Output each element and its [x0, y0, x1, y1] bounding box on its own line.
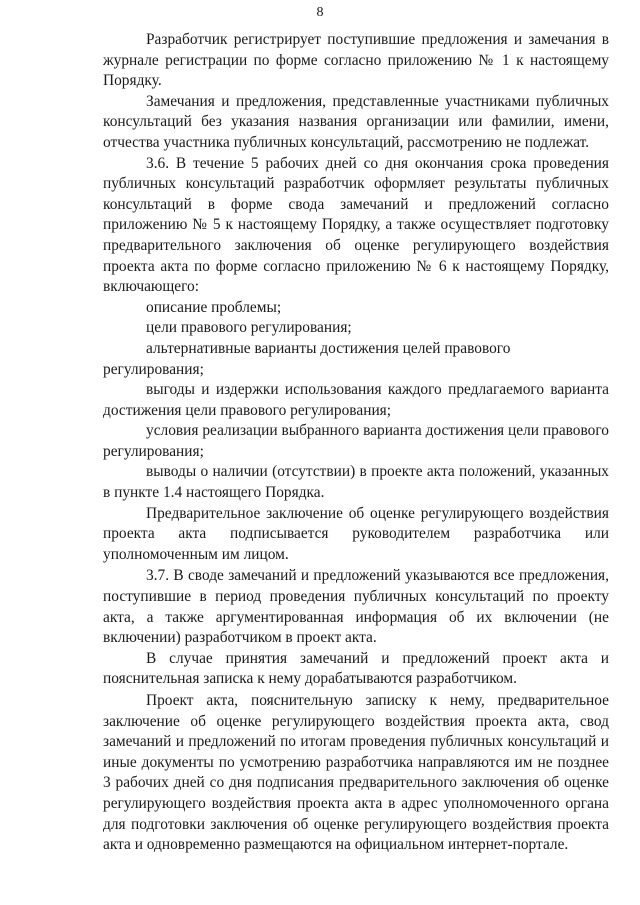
paragraph-clause-3-6: 3.6. В течение 5 рабочих дней со дня окончания срока проведения публичных консультаций разработчик оформляет результаты публичных консультаций в форме свода замечаний и предложений согласно приложению № 5 к настоящему Порядку, а также осуществляет подготовку предварительного заключения об оценке регулирующего воздействия проекта акта по форме согласно приложению № 6 к настоящему Порядку, включающего:	[103, 154, 609, 296]
list-item-problem: описание проблемы;	[146, 298, 282, 316]
paragraph-anonymous-remarks: Замечания и предложения, представленные участниками публичных консультаций без указания названия организации или фамилии, имени, отчества участника публичных консультаций, рассмотрению не подлежат.	[103, 92, 609, 151]
list-item-goals: цели правового регулирования;	[146, 319, 352, 337]
list-item-conclusions: выводы о наличии (отсутствии) в проекте акта положений, указанных в пункте 1.4 настоящего Порядка.	[103, 463, 609, 502]
list-item-alternatives: альтернативные варианты достижения целей правового регулирования;	[103, 339, 511, 378]
paragraph-acceptance: В случае принятия замечаний и предложений проект акта и пояснительная записка к нему дорабатываются разработчиком.	[103, 649, 609, 688]
document-body	[103, 30, 609, 856]
paragraph-clause-3-7: 3.7. В своде замечаний и предложений указываются все предложения, поступившие в период проведения публичных консультаций по проекту акта, а также аргументированная информация об их включении (не включении) разработчиком в проект акта.	[103, 567, 609, 647]
paragraph-submission: Проект акта, пояснительную записку к нему, предварительное заключение об оценке регулирующего воздействия проекта акта, свод замечаний и предложений по итогам проведения публичных консультаций и иные документы по усмотрению разработчика направляются им не позднее 3 рабочих дней со дня подписания предварительного заключения об оценке регулирующего воздействия проекта акта в адрес уполномоченного органа для подготовки заключения об оценке регулирующего воздействия проекта акта и одновременно размещаются на официальном интернет-портале.	[103, 692, 609, 854]
list-item-benefits-costs: выгоды и издержки использования каждого предлагаемого варианта достижения цели правового регулирования;	[103, 381, 609, 419]
page-number: 8	[316, 5, 324, 20]
paragraph-preliminary-conclusion: Предварительное заключение об оценке регулирующего воздействия проекта акта подписывается руководителем разработчика или уполномоченным им лицом.	[103, 504, 609, 563]
list-item-conditions: условия реализации выбранного варианта достижения цели правового регулирования;	[103, 422, 609, 460]
paragraph-registration: Разработчик регистрирует поступившие предложения и замечания в журнале регистрации по форме согласно приложению № 1 к настоящему Порядку.	[103, 31, 609, 90]
